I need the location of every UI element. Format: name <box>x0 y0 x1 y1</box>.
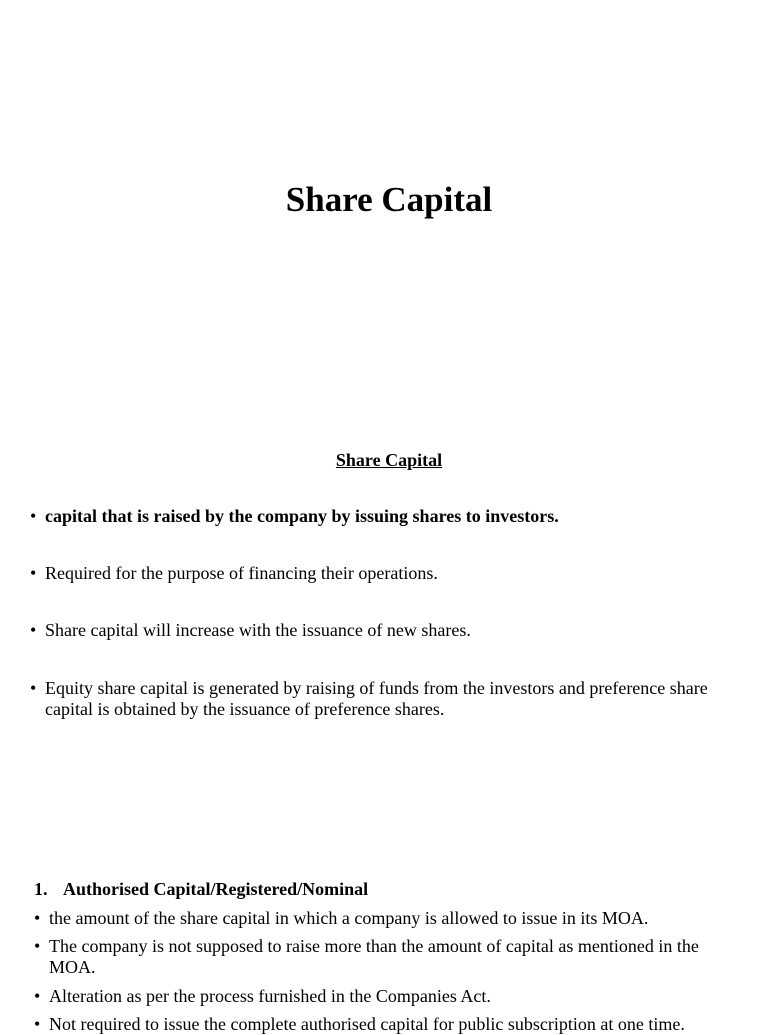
list-item-text: The company is not supposed to raise more than the amount of capital as mentioned in the MOA. <box>49 936 699 977</box>
bullet-icon: • <box>34 986 41 1006</box>
list-item-text: Alteration as per the process furnished in the Companies Act. <box>49 986 491 1006</box>
slide-title: Share Capital <box>285 180 493 219</box>
list-item-text: capital that is raised by the company by issuing shares to investors. <box>45 506 559 526</box>
bullet-icon: • <box>30 563 37 583</box>
bullet-icon: • <box>34 908 41 928</box>
list-item <box>30 620 740 641</box>
list-item <box>34 986 746 1007</box>
list-item-text: Not required to issue the complete authorised capital for public subscription at one time. <box>49 1014 685 1034</box>
list-item <box>34 1014 746 1035</box>
list-item <box>34 908 746 929</box>
numbered-heading <box>34 879 368 900</box>
list-item <box>30 506 740 527</box>
list-item <box>30 678 740 720</box>
bullet-icon: • <box>30 620 37 640</box>
list-item <box>34 936 746 978</box>
bullet-icon: • <box>30 506 37 526</box>
list-item-text: the amount of the share capital in which a company is allowed to issue in its MOA. <box>49 908 649 928</box>
list-item-text: Equity share capital is generated by raising of funds from the investors and preference share capital is obtained by the issuance of preference shares. <box>45 678 708 719</box>
list-item-text: Required for the purpose of financing their operations. <box>45 563 438 583</box>
heading-number: 1. <box>34 879 48 899</box>
bullet-icon: • <box>34 936 41 956</box>
section-heading: Share Capital <box>335 450 443 470</box>
heading-text: Authorised Capital/Registered/Nominal <box>63 879 369 899</box>
bullet-icon: • <box>34 1014 41 1034</box>
bullet-icon: • <box>30 678 37 698</box>
list-item-text: Share capital will increase with the issuance of new shares. <box>45 620 471 640</box>
list-item <box>30 563 740 584</box>
